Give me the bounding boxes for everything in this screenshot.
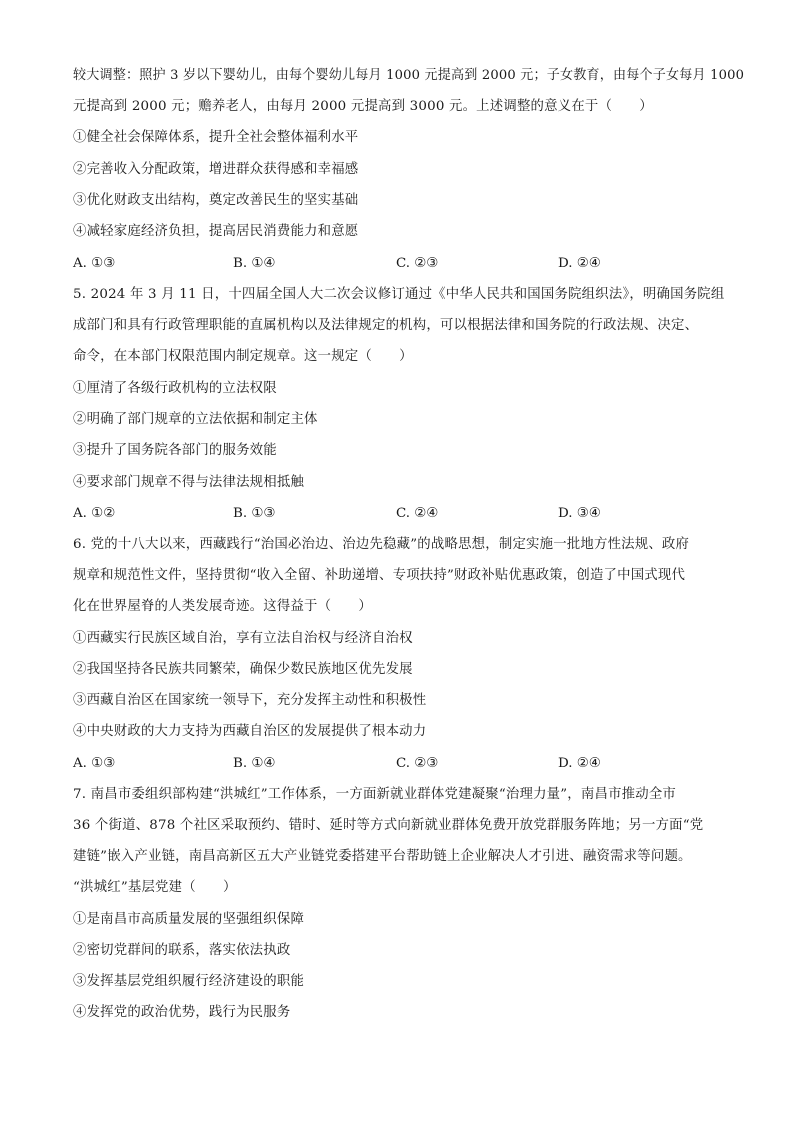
q4-option-a[interactable]: A. ①③ [73,256,116,271]
q6-item-1: ①西藏实行民族区域自治，享有立法自治权与经济自治权 [73,631,413,646]
q7-stem-line-1: 7. 南昌市委组织部构建“洪城红”工作体系，一方面新就业群体党建凝聚“治理力量”，南昌市推动全市 [73,787,677,802]
q4-stem-line-1: 较大调整：照护 3 岁以下婴幼儿，由每个婴幼儿每月 1000 元提高到 2000 元；子女教育，由每个子女每月 1000 [73,68,745,83]
q6-option-d[interactable]: D. ②④ [558,756,601,771]
q7-item-1: ①是南昌市高质量发展的坚强组织保障 [73,912,305,927]
q7-stem-line-4: “洪城红”基层党建（ ） [73,880,237,895]
q5-option-d[interactable]: D. ③④ [558,506,601,521]
q6-item-2: ②我国坚持各民族共同繁荣，确保少数民族地区优先发展 [73,662,413,677]
q6-option-a[interactable]: A. ①③ [73,756,116,771]
q5-stem-line-1: 5. 2024 年 3 月 11 日，十四届全国人大二次会议修订通过《中华人民共和国国务院组织法》，明确国务院组 [73,287,725,302]
q7-stem-line-2: 36 个街道、878 个社区采取预约、错时、延时等方式向新就业群体免费开放党群服务阵地；另一方面“党 [73,818,704,833]
q4-option-d[interactable]: D. ②④ [558,256,601,271]
q4-option-c[interactable]: C. ②③ [396,256,439,271]
q5-item-3: ③提升了国务院各部门的服务效能 [73,443,277,458]
q5-item-2: ②明确了部门规章的立法依据和制定主体 [73,412,318,427]
q4-item-1: ①健全社会保障体系，提升全社会整体福利水平 [73,130,359,145]
q6-stem-line-1: 6. 党的十八大以来，西藏践行“治国必治边、治边先稳藏”的战略思想，制定实施一批地方性法规、政府 [73,537,690,552]
q4-stem-line-2: 元提高到 2000 元；赡养老人，由每月 2000 元提高到 3000 元。上述调整的意义在于（ ） [73,99,653,114]
q6-option-c[interactable]: C. ②③ [396,756,439,771]
q6-option-b[interactable]: B. ①④ [233,756,276,771]
q6-stem-line-3: 化在世界屋脊的人类发展奇迹。这得益于（ ） [73,599,372,614]
q6-stem-line-2: 规章和规范性文件，坚持贯彻“收入全留、补助递增、专项扶持”财政补贴优惠政策，创造了中国式现代 [73,568,686,583]
q7-item-4: ④发挥党的政治优势，践行为民服务 [73,1005,291,1020]
q5-option-a[interactable]: A. ①② [73,506,116,521]
q5-stem-line-3: 命令，在本部门权限范围内制定规章。这一规定（ ） [73,349,413,364]
q7-stem-line-3: 建链”嵌入产业链，南昌高新区五大产业链党委搭建平台帮助链上企业解决人才引进、融资需求等问题。 [73,849,692,864]
q5-item-1: ①厘清了各级行政机构的立法权限 [73,381,277,396]
q4-item-4: ④减轻家庭经济负担，提高居民消费能力和意愿 [73,224,359,239]
q6-item-4: ④中央财政的大力支持为西藏自治区的发展提供了根本动力 [73,724,427,739]
q4-option-b[interactable]: B. ①④ [233,256,276,271]
q4-item-2: ②完善收入分配政策，增进群众获得感和幸福感 [73,162,359,177]
q5-stem-line-2: 成部门和具有行政管理职能的直属机构以及法律规定的机构，可以根据法律和国务院的行政法规、决定、 [73,318,699,333]
q7-item-3: ③发挥基层党组织履行经济建设的职能 [73,974,305,989]
q4-item-3: ③优化财政支出结构，奠定改善民生的坚实基础 [73,193,359,208]
q7-item-2: ②密切党群间的联系，落实依法执政 [73,943,291,958]
q5-option-c[interactable]: C. ②④ [396,506,439,521]
q5-item-4: ④要求部门规章不得与法律法规相抵触 [73,475,305,490]
q5-option-b[interactable]: B. ①③ [233,506,276,521]
q6-item-3: ③西藏自治区在国家统一领导下，充分发挥主动性和积极性 [73,693,427,708]
